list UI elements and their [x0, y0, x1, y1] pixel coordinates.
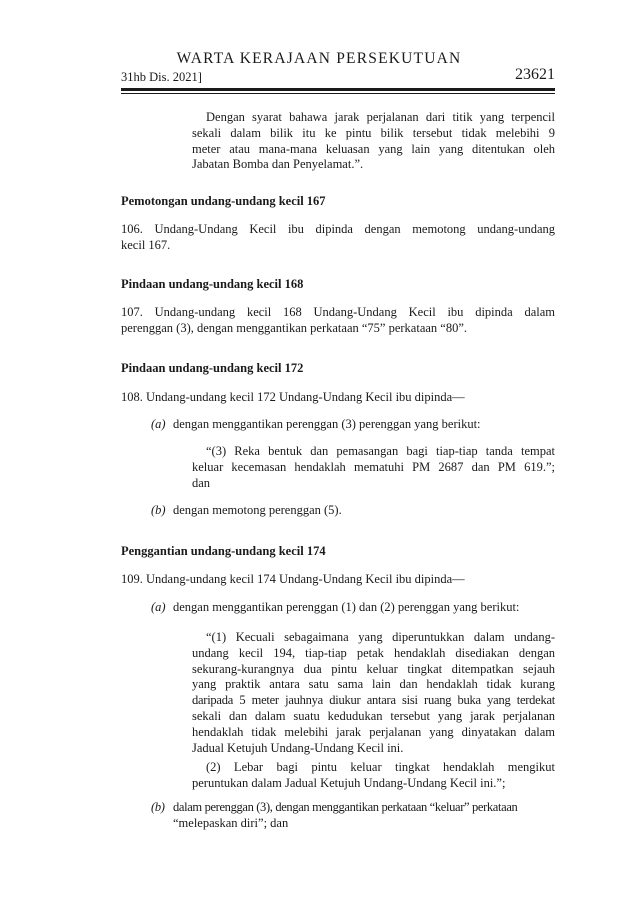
section-intro-108 [121, 390, 555, 406]
paragraph-marker: (a) [151, 417, 166, 431]
paragraph-marker: (b) [151, 800, 165, 814]
paragraph-text: dalam perenggan (3), dengan menggantikan perkataan “keluar” perkataan [173, 800, 518, 814]
text-line: daripada 5 meter jauhnya diukur antara sisi ruang buka yang terdekat [192, 693, 555, 708]
paragraph-a-108 [151, 417, 555, 433]
paragraph-a-109 [151, 600, 555, 616]
text-line: sekali dalam bilik itu ke pintu bilik tersebut tidak melebihi 9 [192, 125, 555, 140]
text-line: peruntukan dalam Jadual Ketujuh Undang-Undang Kecil ini.”; [192, 775, 506, 790]
text-line: “(3) Reka bentuk dan pemasangan bagi tiap-tiap tanda tempat [206, 444, 555, 458]
quote-109-a-1 [192, 630, 555, 756]
section-intro-109 [121, 572, 555, 588]
text-line: hendaklah tidak melebihi jarak perjalanan yang dinyatakan dalam [192, 724, 555, 739]
text-line: (2) Lebar bagi pintu keluar tingkat hendaklah mengikut [206, 760, 555, 774]
intro-quote [192, 110, 555, 173]
paragraph-text: dengan menggantikan perenggan (1) dan (2) perenggan yang berikut: [173, 600, 520, 614]
text-line: perenggan (3), dengan menggantikan perkataan “75” perkataan “80”. [121, 320, 468, 335]
text-line: yang praktik antara satu sama lain dan hendaklah tidak kurang [192, 677, 555, 692]
paragraph-b-109 [151, 800, 555, 832]
text-line: “melepaskan diri”; dan [173, 815, 289, 830]
gazette-title: WARTA KERAJAAN PERSEKUTUAN [176, 50, 462, 67]
section-heading-106: Pemotongan undang-undang kecil 167 [121, 194, 326, 208]
section-heading-107: Pindaan undang-undang kecil 168 [121, 277, 304, 291]
text-line: dan [192, 475, 211, 490]
text-line: undang kecil 194, tiap-tiap petak hendaklah disediakan dengan [192, 645, 555, 660]
section-body-107 [121, 305, 555, 337]
text-line: keluar kecemasan hendaklah mematuhi PM 2687 dan PM 619.”; [192, 459, 555, 474]
text-line: Jadual Ketujuh Undang-Undang Kecil ini. [192, 740, 404, 755]
header-rule-thin [121, 93, 555, 94]
paragraph-text: dengan menggantikan perenggan (3) perenggan yang berikut: [173, 417, 481, 431]
paragraph-marker: (b) [151, 503, 166, 517]
text-line: 106. Undang-Undang Kecil ibu dipinda dengan memotong undang-undang [121, 222, 555, 236]
section-heading-108: Pindaan undang-undang kecil 172 [121, 361, 304, 375]
section-body-106 [121, 222, 555, 254]
header-rule-thick [121, 88, 555, 91]
section-heading-109: Penggantian undang-undang kecil 174 [121, 544, 326, 558]
text-line: Dengan syarat bahawa jarak perjalanan dari titik yang terpencil [206, 110, 555, 124]
text-line: “(1) Kecuali sebagaimana yang diperuntukkan dalam undang- [206, 630, 555, 644]
text-line: kecil 167. [121, 237, 171, 252]
text-line: meter atau mana-mana keluasan yang lain yang ditentukan oleh [192, 141, 555, 156]
text-line: Jabatan Bomba dan Penyelamat.”. [192, 157, 364, 172]
text-line: 108. Undang-undang kecil 172 Undang-Undang Kecil ibu dipinda— [121, 390, 465, 404]
issue-date: 31hb Dis. 2021] [121, 70, 202, 84]
paragraph-text: dengan memotong perenggan (5). [173, 503, 342, 517]
paragraph-marker: (a) [151, 600, 166, 614]
quote-109-a-2 [192, 760, 555, 792]
page-number: 23621 [515, 66, 555, 83]
text-line: sekali dan dalam suatu kedudukan tersebut yang jarak perjalanan [192, 708, 555, 723]
text-line: sekurang-kurangnya dua pintu keluar tingkat ditempatkan sejauh [192, 661, 555, 676]
paragraph-b-108 [151, 503, 555, 519]
quote-108-a [192, 444, 555, 491]
text-line: 109. Undang-undang kecil 174 Undang-Undang Kecil ibu dipinda— [121, 572, 465, 586]
text-line: 107. Undang-undang kecil 168 Undang-Undang Kecil ibu dipinda dalam [121, 305, 555, 319]
